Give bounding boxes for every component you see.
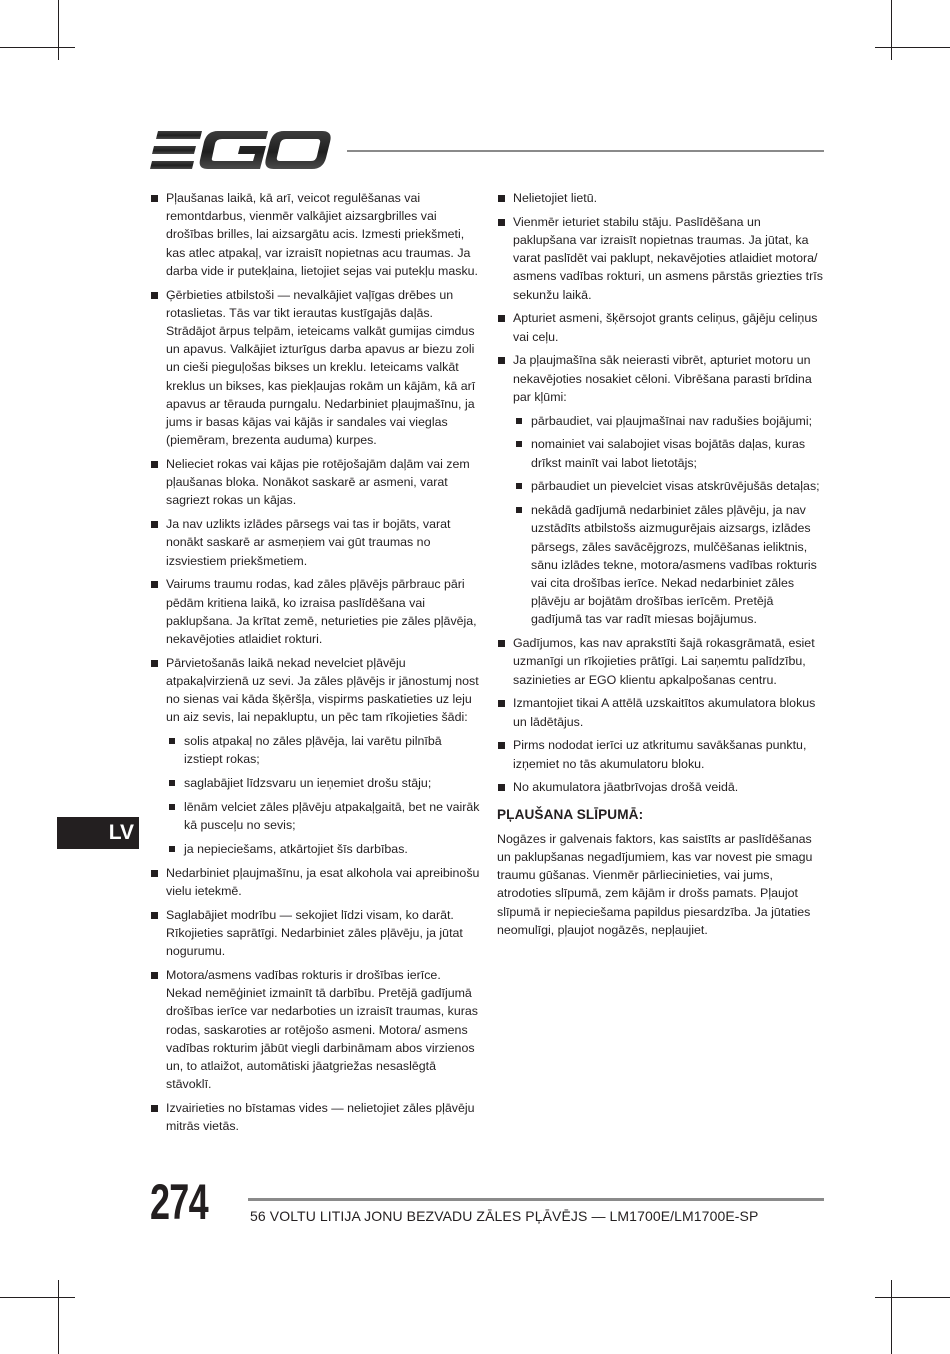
sub-bullet-item: saglabājiet līdzsvaru un ieņemiet drošu stāju; [168, 774, 480, 792]
crop-mark [875, 1297, 950, 1298]
bullet-item [150, 189, 480, 280]
bullet-item [497, 189, 825, 207]
right-column [497, 189, 825, 939]
bullet-item [497, 778, 825, 796]
crop-mark [875, 47, 950, 48]
crop-mark [891, 1280, 892, 1354]
crop-mark [891, 0, 892, 60]
bullet-text: Nedarbiniet pļaujmašīnu, ja esat alkohola vai apreibinošu vielu ietekmē. [166, 865, 480, 899]
bullet-text: Ja pļaujmašīna sāk neierasti vibrēt, apturiet motoru un nekavējoties nosakiet cēloni. Vibrēšana parasti brīdina par kļūmi: [513, 353, 812, 404]
footer-rule [248, 1198, 824, 1201]
bullet-text: Ja nav uzlikts izlādes pārsegs vai tas ir bojāts, varat nonākt saskarē ar asmeņiem vai gūt traumas no izsviestiem priekšmetiem. [166, 517, 451, 568]
bullet-item [497, 213, 825, 304]
left-bullet-list [150, 189, 480, 1135]
language-tab: LV [57, 817, 139, 849]
bullet-item [497, 309, 825, 345]
section-paragraph: Nogāzes ir galvenais faktors, kas saistīts ar paslīdēšanas un paklupšanas negadījumiem, kas var novest pie smagu traumu gūšanas. Vienmēr pārliecinieties, vai jums, atrodoties slīpumā, zem kājām ir drošs pamats. Pļaujot slīpumā ir nepieciešama papildus piesardzība. Ja jūtaties neomulīgi, pļaujot nogāzēs, nepļaujiet. [497, 831, 813, 937]
section-heading: PĻAUŠANA SLĪPUMĀ: [497, 806, 644, 822]
bullet-item [150, 966, 480, 1093]
bullet-text: Apturiet asmeni, šķērsojot grants celiņus, gājēju celiņus vai ceļu. [513, 311, 818, 344]
bullet-text: Izvairieties no bīstamas vides — nelietojiet zāles pļāvēju mitrās vietās. [166, 1101, 475, 1134]
bullet-text: Pārvietošanās laikā nekad nevelciet pļāvēju atpakaļvirzienā uz sevi. Ja zāles pļāvējs ir jānostumj nost no sienas vai kāda šķēršļa, vispirms paskatieties uz leju un aiz sevis, lai nepakluptu, un pēc tam rīkojieties šādi: [166, 655, 479, 725]
page-number: 274 [150, 1174, 208, 1230]
sub-bullet-item: lēnām velciet zāles pļāvēju atpakaļgaitā, bet ne vairāk kā pusceļu no sevis; [168, 798, 480, 834]
bullet-text: Nelietojiet lietū. [513, 191, 598, 205]
bullet-text: Vairums traumu rodas, kad zāles pļāvējs pārbrauc pāri pēdām kritiena laikā, ko izraisa paslīdēšana vai paklupšana. Ja krītat zemē, neturieties pie zāles pļāvēja, nekavējoties atlaidiet rokturi. [166, 577, 477, 647]
bullet-item [497, 634, 825, 689]
header-rule [347, 150, 824, 152]
left-column [150, 189, 480, 1141]
right-bullet-list [497, 189, 825, 797]
bullet-text: Vienmēr ieturiet stabilu stāju. Paslīdēšana un paklupšana var izraisīt nopietnas traumas. Ja jūtat, ka varat paslīdēt vai paklupt, nekavējoties atlaidiet motora/ asmens vadības rokturi, un asmens pārstās griezties trīs sekunžu laikā. [513, 214, 823, 302]
bullet-item [150, 455, 480, 510]
ego-logo [150, 131, 332, 169]
bullet-text: Motora/asmens vadības rokturis ir drošības ierīce. Nekad nemēģiniet izmainīt tā darbību. Pretējā gadījumā drošības ierīce var nedarboties un izraisīt traumas, kuras rodas, saskaroties ar rotējošo asmeni. Motora/ asmens vadības rokturim jābūt viegli darbināmam abos virzienos un, to atlaižot, automātiski jāatgriežas nesaslēgtā stāvoklī. [166, 968, 478, 1092]
bullet-item [150, 286, 480, 450]
bullet-item [150, 515, 480, 570]
sub-bullet-list [166, 732, 480, 858]
bullet-item [150, 1099, 480, 1135]
crop-mark [58, 0, 59, 60]
bullet-text: Saglabājiet modrību — sekojiet līdzi visam, ko darāt. Rīkojieties saprātīgi. Nedarbiniet zāles pļāvēju, ja jūtat nogurumu. [166, 907, 463, 959]
bullet-text: Pirms nododat ierīci uz atkritumu savākšanas punktu, izņemiet no tās akumulatoru bloku. [513, 738, 807, 771]
bullet-item [150, 575, 480, 648]
bullet-text: Nelieciet rokas vai kājas pie rotējošajām daļām vai zem pļaušanas bloka. Nonākot saskarē ar asmeni, varat sagriezt rokas un kājas. [166, 457, 470, 508]
bullet-text: Ģērbieties atbilstoši — nevalkājiet vaļīgas drēbes un rotaslietas. Tās var tikt ierautas kustīgajās daļās. Strādājot ārpus telpām, ieteicams valkāt gumijas cimdus un apavus. Valkājiet izturīgus darba apavus ar biezu zoli un cieši pieguļošas bikses un kreklu. Ieteicams valkāt kreklus un bikses, kas piekļaujas rokām un kājām, kā arī apavus ar tērauda purngalu. Nedarbiniet pļaujmašīnu, ja jums ir basas kājas vai kājās ir sandales vai vieglas (piemēram, brezenta auduma) kurpes. [166, 287, 476, 448]
bullet-text: Izmantojiet tikai A attēlā uzskaitītos akumulatora blokus un lādētājus. [513, 696, 816, 729]
sub-bullet-item: solis atpakaļ no zāles pļāvēja, lai varētu pilnībā izstiept rokas; [168, 732, 480, 768]
bullet-item [497, 351, 825, 628]
sub-bullet-item: pārbaudiet un pievelciet visas atskrūvējušās detaļas; [515, 477, 825, 495]
bullet-item [497, 736, 825, 772]
sub-bullet-item: pārbaudiet, vai pļaujmašīnai nav radušies bojājumi; [515, 412, 825, 430]
bullet-item [150, 654, 480, 858]
bullet-item [150, 864, 480, 900]
bullet-text: No akumulatora jāatbrīvojas drošā veidā. [513, 780, 739, 795]
sub-bullet-item: ja nepieciešams, atkārtojiet šīs darbības. [168, 840, 480, 858]
crop-mark [0, 47, 75, 48]
sub-bullet-list [513, 412, 825, 629]
crop-mark [58, 1280, 59, 1354]
footer-title: 56 VOLTU LITIJA JONU BEZVADU ZĀLES PĻĀVĒJS — LM1700E/LM1700E-SP [250, 1208, 759, 1224]
bullet-text: Pļaušanas laikā, kā arī, veicot regulēšanas vai remontdarbus, vienmēr valkājiet aizsargbrilles vai drošības brilles, lai aizsargātu acis. Izmesti priekšmeti, kas atlec atpakaļ, var izraisīt nopietnas acu traumas. Ja darba vide ir putekļaina, lietojiet sejas vai putekļu masku. [166, 191, 478, 278]
crop-mark [0, 1297, 75, 1298]
bullet-text: Gadījumos, kas nav aprakstīti šajā rokasgrāmatā, esiet uzmanīgi un rīkojieties prātīgi. Lai saņemtu palīdzību, sazinieties ar EGO klientu apkalpošanas centru. [513, 636, 815, 687]
sub-bullet-item: nomainiet vai salabojiet visas bojātās daļas, kuras drīkst mainīt vai labot lietotājs; [515, 435, 825, 471]
sub-bullet-item: nekādā gadījumā nedarbiniet zāles pļāvēju, ja nav uzstādīts atbilstošs aizmugurējais aizsargs, izlādes pārsegs, zāles savācējgrozs, mulčēšanas ieliktnis, sānu izlādes tekne, motora/asmens vadības rokturis vai cita drošības ierīce. Nekad nedarbiniet zāles pļāvēju ar bojātām drošības ierīcēm. Pretējā gadījumā tas var radīt miesas bojājumus. [515, 501, 825, 628]
bullet-item [497, 694, 825, 730]
bullet-item [150, 906, 480, 961]
